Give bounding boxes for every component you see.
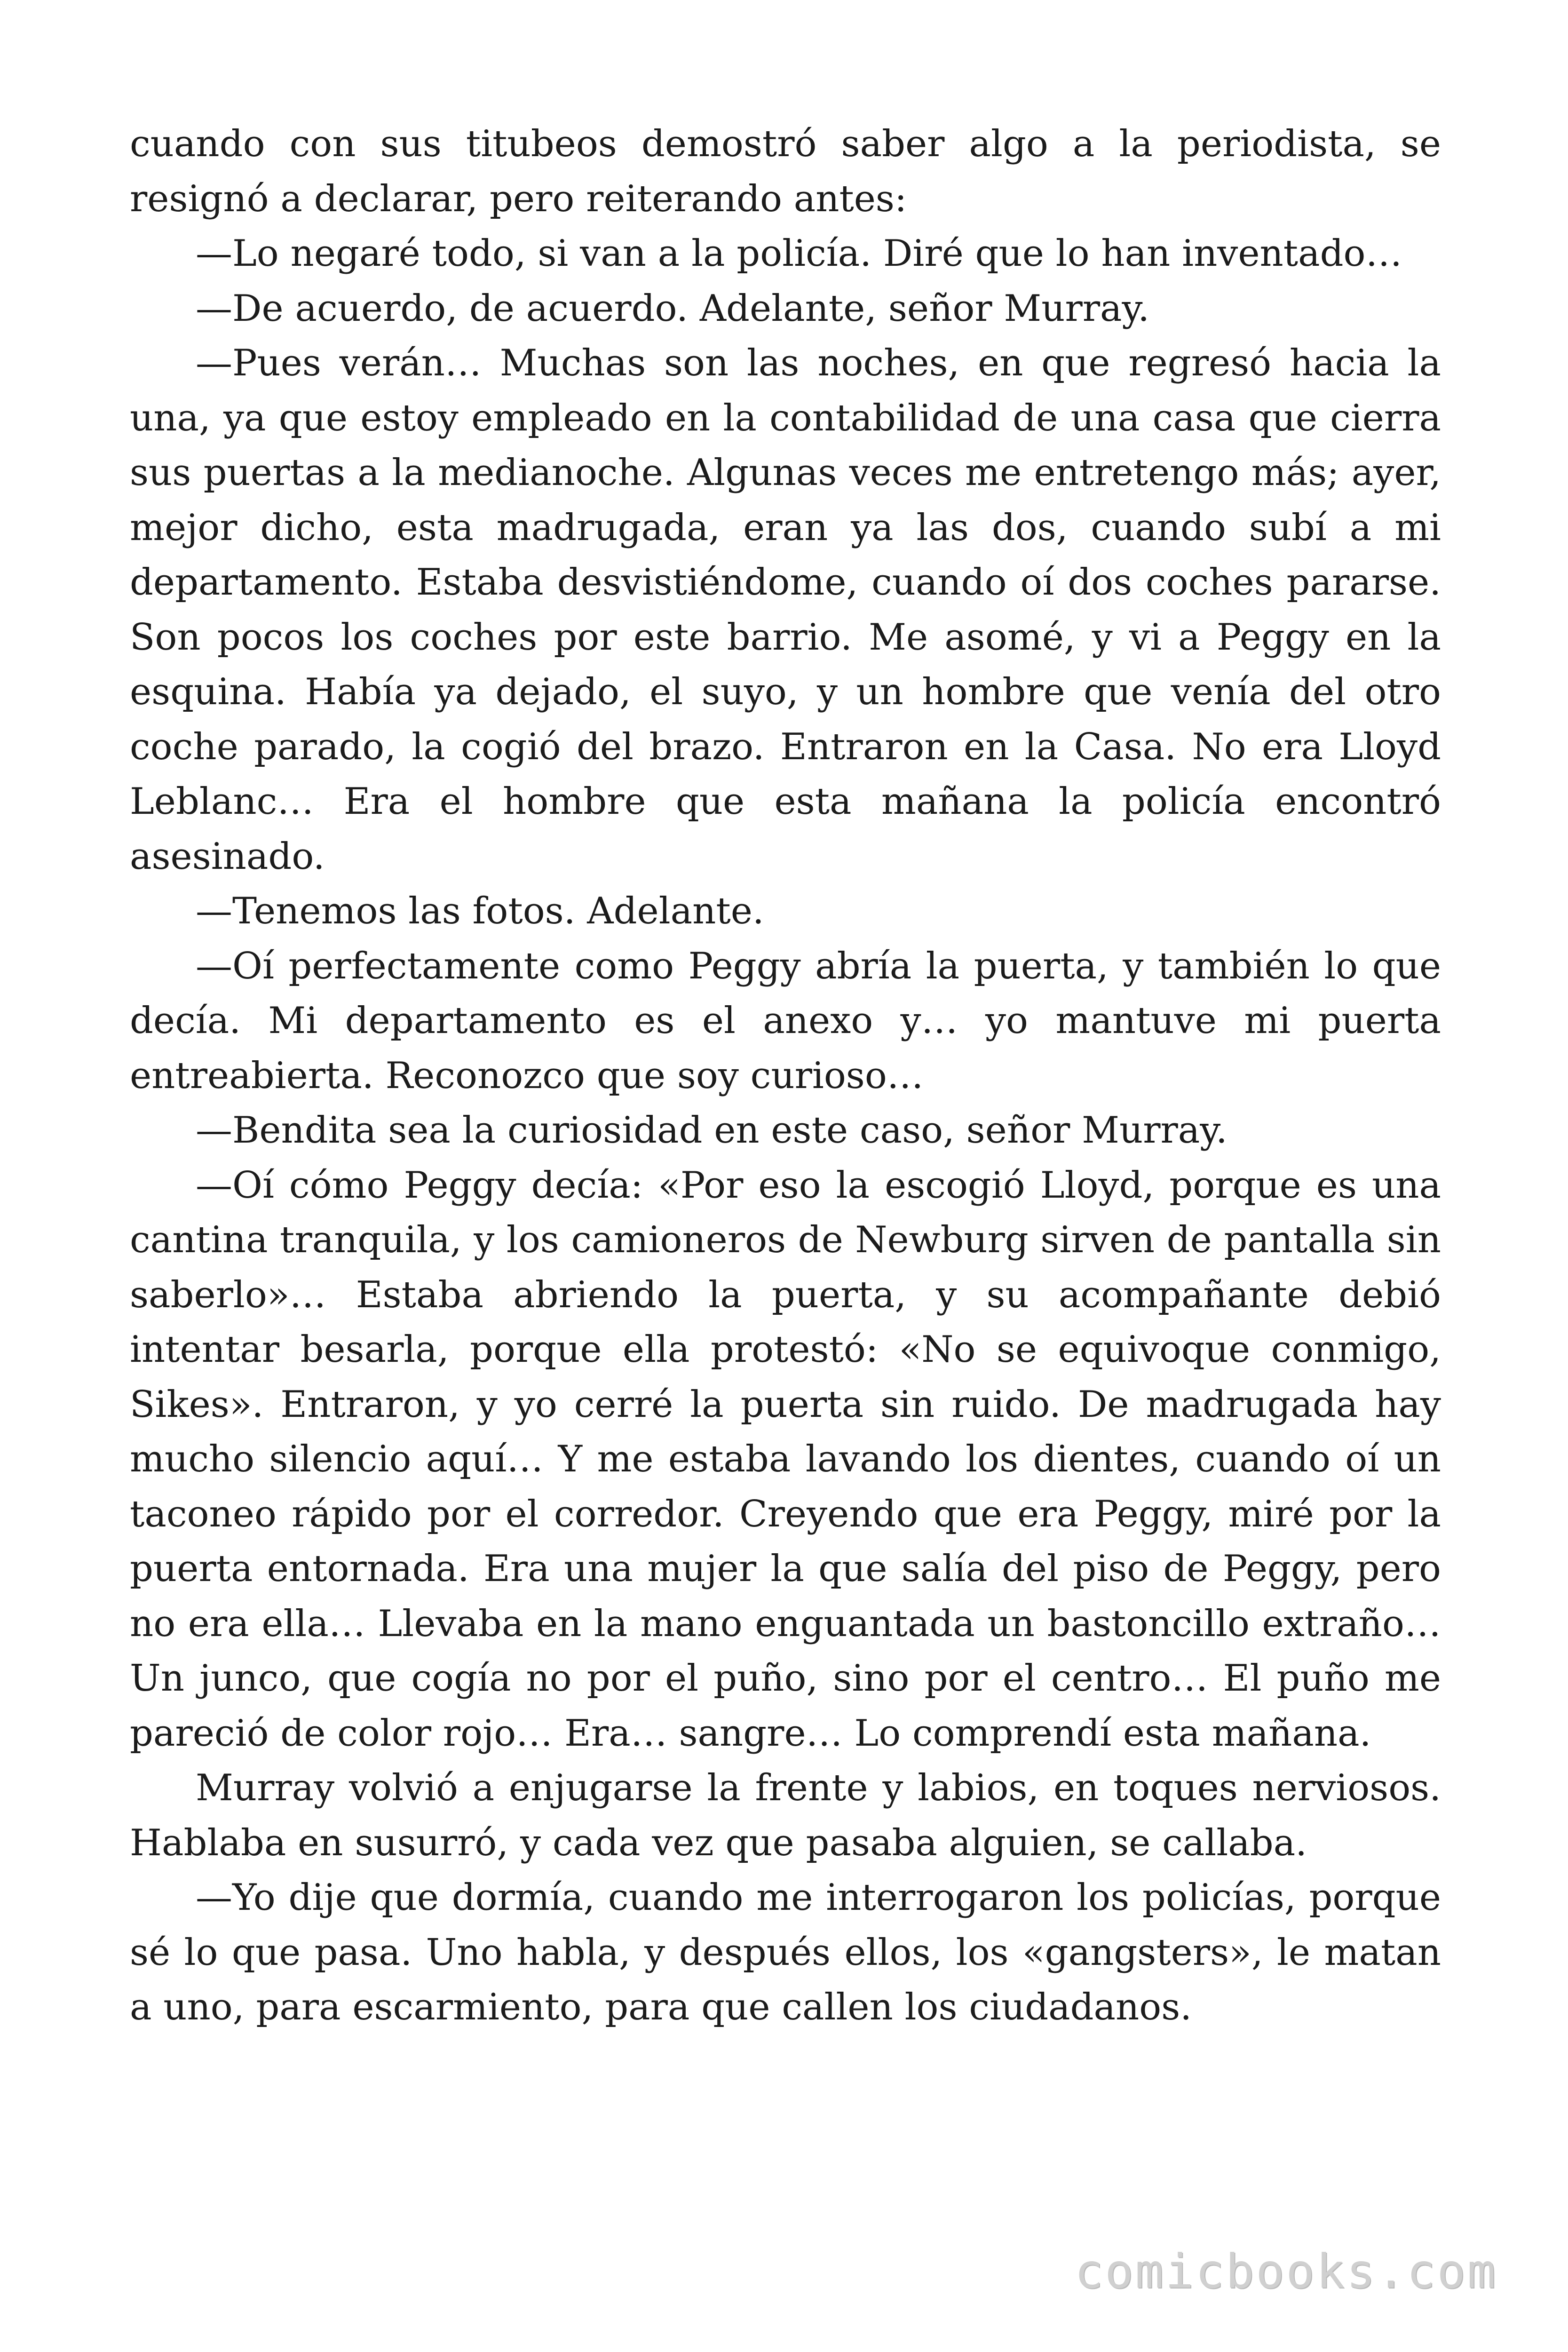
paragraph-3: —De acuerdo, de acuerdo. Adelante, señor Murray. [196,287,1150,330]
paragraph-7: —Bendita sea la curiosidad en este caso, señor Murray. [196,1109,1227,1152]
paragraph-4: —Pues verán… Muchas son las noches, en que regresó hacia la una, ya que estoy empleado en la contabilidad de una casa que cierra sus puertas a la medianoche. Algunas veces me entretengo más; ayer, mejor dicho, esta madrugada, eran ya las dos, cuando subí a mi departamento. Estaba desvistiéndome, cuando oí dos coches pararse. Son pocos los coches por este barrio. Me asomé, y vi a Peggy en la esquina. Había ya dejado, el suyo, y un hombre que venía del otro coche parado, la cogió del brazo. Entraron en la Casa. No era Lloyd Leblanc… Era el hombre que esta mañana la policía encontró asesinado. [130,342,1441,878]
page-body-text [130,117,1441,2035]
paragraph-10: —Yo dije que dormía, cuando me interrogaron los policías, porque sé lo que pasa. Uno habla, y después ellos, los «gangsters», le matan a uno, para escarmiento, para que callen los ciudadanos. [130,1876,1441,2028]
paragraph-6: —Oí perfectamente como Peggy abría la puerta, y también lo que decía. Mi departamento es el anexo y… yo mantuve mi puerta entreabierta. Reconozco que soy curioso… [130,945,1441,1097]
watermark: comicbooks.com [1075,2244,1497,2299]
paragraph-8: —Oí cómo Peggy decía: «Por eso la escogió Lloyd, porque es una cantina tranquila, y los camioneros de Newburg sirven de pantalla sin saberlo»… Estaba abriendo la puerta, y su acompañante debió intentar besarla, porque ella protestó: «No se equivoque conmigo, Sikes». Entraron, y yo cerré la puerta sin ruido. De madrugada hay mucho silencio aquí… Y me estaba lavando los dientes, cuando oí un taconeo rápido por el corredor. Creyendo que era Peggy, miré por la puerta entornada. Era una mujer la que salía del piso de Peggy, pero no era ella… Llevaba en la mano enguantada un bastoncillo extraño… Un junco, que cogía no por el puño, sino por el centro… El puño me pareció de color rojo… Era… sangre… Lo comprendí esta mañana. [130,1164,1441,1755]
paragraph-5: —Tenemos las fotos. Adelante. [196,890,764,932]
paragraph-2: —Lo negaré todo, si van a la policía. Diré que lo han inventado… [196,232,1402,275]
paragraph-9: Murray volvió a enjugarse la frente y labios, en toques nerviosos. Hablaba en susurró, y cada vez que pasaba alguien, se callaba. [130,1767,1441,1864]
paragraph-1: cuando con sus titubeos demostró saber algo a la periodista, se resignó a declarar, pero reiterando antes: [130,123,1441,220]
